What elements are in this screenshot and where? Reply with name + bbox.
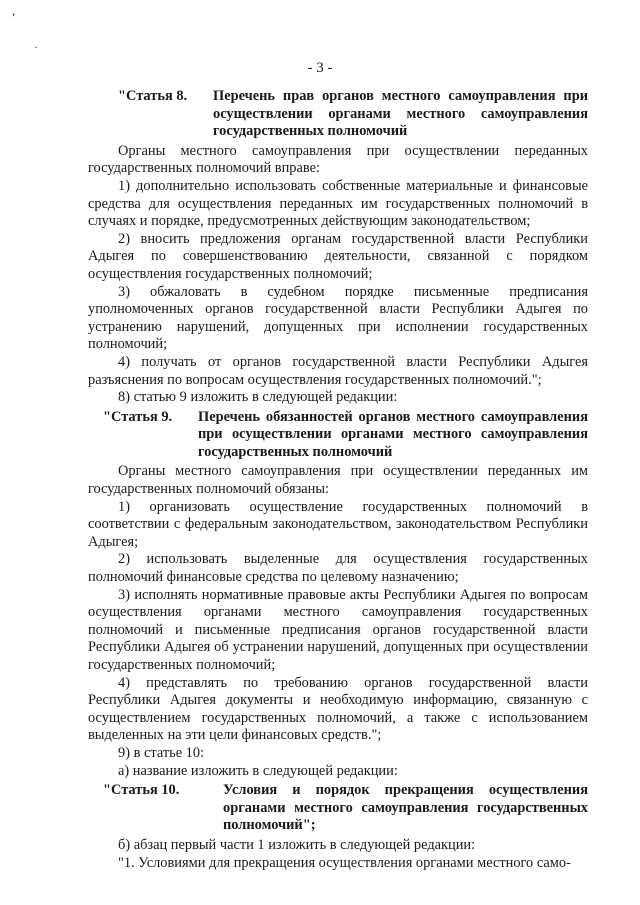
article-9-intro: Органы местного самоуправления при осуществлении переданных им государственных полномочий обязаны: [88, 463, 588, 498]
page-number: - 3 - [307, 60, 333, 76]
amendment-item-8: 8) статью 9 изложить в следующей редакции: [118, 389, 398, 406]
article-8-item: 3) обжаловать в судебном порядке письменные предписания уполномоченных органов государственной власти Республики Адыгея по устранению нарушений, допущенных при исполнении государственных полномочий; [88, 283, 588, 353]
document-body [88, 86, 588, 872]
article-8-intro: Органы местного самоуправления при осуществлении переданных государственных полномочий вправе: [88, 142, 588, 177]
amendment-subitem-a: а) название изложить в следующей редакции: [118, 762, 398, 779]
article-8-heading [88, 88, 588, 141]
amendment-item-9: 9) в статье 10: [118, 744, 205, 761]
article-9-item: 4) представлять по требованию органов государственной власти Республики Адыгея документы и необходимую информацию, связанную с осуществлением государственных полномочий, а также с использованием выделенных на эти цели финансовых средств."; [88, 674, 588, 744]
article-8-title: Перечень прав органов местного самоуправления при осуществлении органами местного самоуправления государственных полномочий [213, 88, 588, 140]
article-9-label: "Статья 9. [103, 408, 173, 425]
article-9-item: 3) исполнять нормативные правовые акты Республики Адыгея по вопросам осуществления органами местного самоуправления государственных полномочий и письменные предписания органов государственной власти Республики Адыгея об устранении нарушений, допущенных при осуществлении государственных полномочий; [88, 586, 588, 673]
article-10-title: Условия и порядок прекращения осуществления органами местного самоуправления государственных полномочий"; [223, 782, 588, 834]
article-8-label: "Статья 8. [118, 88, 188, 104]
scan-mark: · [34, 40, 38, 54]
scan-mark: ' [12, 10, 16, 24]
article-10-label: "Статья 10. [103, 782, 180, 799]
article-9-title: Перечень обязанностей органов местного самоуправления при осуществлении органами местного самоуправления государственных полномочий [198, 408, 588, 460]
article-8-item: 2) вносить предложения органам государственной власти Республики Адыгея по совершенствованию деятельности, связанной с порядком осуществления государственных полномочий; [88, 230, 588, 282]
article-9-item: 1) организовать осуществление государственных полномочий в соответствии с федеральным законодательством, законодательством Республики Адыгея; [88, 498, 588, 550]
article-10-heading [88, 782, 588, 835]
article-9-item: 2) использовать выделенные для осуществления государственных полномочий финансовые средства по целевому назначению; [88, 551, 588, 586]
article-9-heading [88, 409, 588, 462]
amendment-subitem-b: б) абзац первый части 1 изложить в следующей редакции: [118, 836, 476, 853]
article-8-item: 4) получать от органов государственной власти Республики Адыгея разъяснения по вопросам осуществления государственных полномочий."; [88, 353, 588, 388]
final-line: "1. Условиями для прекращения осуществления органами местного само- [118, 854, 571, 871]
article-8-item: 1) дополнительно использовать собственные материальные и финансовые средства для осуществления переданных им государственных полномочий в случаях и порядке, предусмотренных действующим законодательством; [88, 177, 588, 230]
